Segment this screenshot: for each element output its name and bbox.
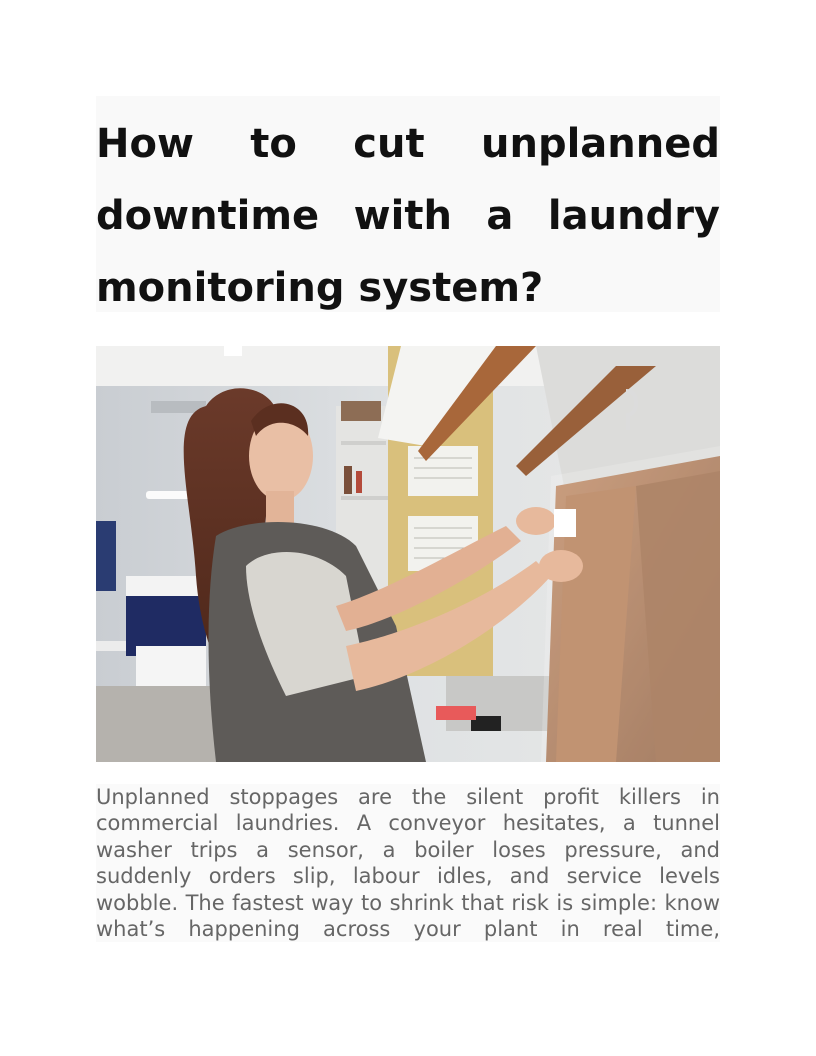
intro-block xyxy=(96,784,720,942)
article-title: How to cut unplanned downtime with a laundry monitoring system? xyxy=(96,121,720,311)
intro-paragraph: Unplanned stoppages are the silent profit killers in commercial laundries. A conveyor hesitates, a tunnel washer trips a sensor, a boiler loses pressure, and suddenly orders slip, labour idles, and service levels wobble. The fastest way to shrink that risk is simple: know what’s happening across your plant in real time, xyxy=(96,785,720,942)
title-block xyxy=(96,96,720,312)
photo-icon xyxy=(96,346,720,762)
hero-image xyxy=(96,346,720,762)
